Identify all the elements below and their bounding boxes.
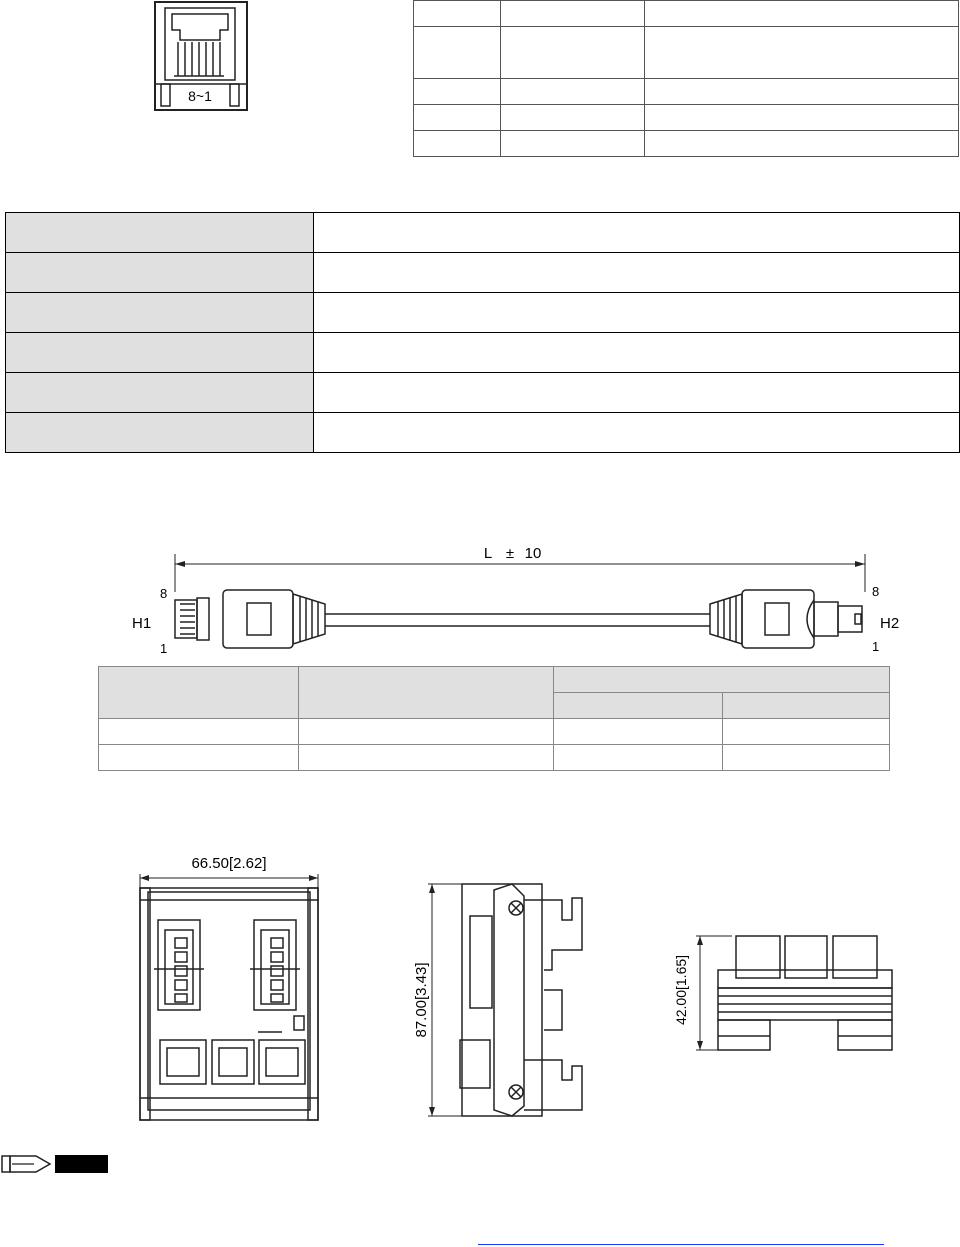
cable-length-label: L [483, 545, 493, 562]
cable-tolerance-value: 10 [524, 545, 542, 562]
left-connector [175, 590, 325, 648]
pencil-note-icon [0, 1152, 54, 1176]
depth-dimension-label: 42.00[1.65] [673, 954, 689, 1026]
specification-table [5, 212, 960, 453]
cable-tolerance-symbol: ± [505, 545, 515, 562]
table-row [414, 27, 959, 79]
cable-model-table [98, 666, 890, 771]
right-connector [710, 590, 862, 648]
table-row [6, 213, 960, 253]
module-side-view [412, 880, 602, 1120]
rj45-port-drawing [150, 0, 250, 114]
table-row [414, 1, 959, 27]
table-row [6, 253, 960, 293]
table-row [99, 719, 890, 745]
table-row [99, 667, 890, 693]
cable-right-end-label: H2 [880, 615, 900, 632]
table-row [6, 373, 960, 413]
cable-pin-top-left: 8 [160, 586, 168, 601]
hyperlink-underline[interactable] [478, 1244, 884, 1245]
note-marker [0, 1152, 110, 1176]
table-row [414, 105, 959, 131]
cable-pin-top-right: 8 [872, 584, 880, 599]
height-dimension-label: 87.00[3.43] [413, 962, 430, 1038]
module-front-view [130, 848, 330, 1124]
cable-left-end-label: H1 [132, 615, 152, 632]
table-row [6, 293, 960, 333]
note-label-block [55, 1155, 108, 1173]
rj45-pin-range-label: 8~1 [188, 88, 212, 104]
cable-drawing [120, 538, 920, 662]
table-row [99, 745, 890, 771]
module-bottom-view [672, 926, 902, 1056]
table-row [6, 333, 960, 373]
cable-pin-bottom-left: 1 [160, 641, 168, 656]
table-row [414, 79, 959, 105]
width-dimension-label: 66.50[2.62] [191, 855, 267, 872]
table-row [6, 413, 960, 453]
table-row [414, 131, 959, 157]
pin-definition-table [413, 0, 959, 157]
cable-pin-bottom-right: 1 [872, 639, 880, 654]
